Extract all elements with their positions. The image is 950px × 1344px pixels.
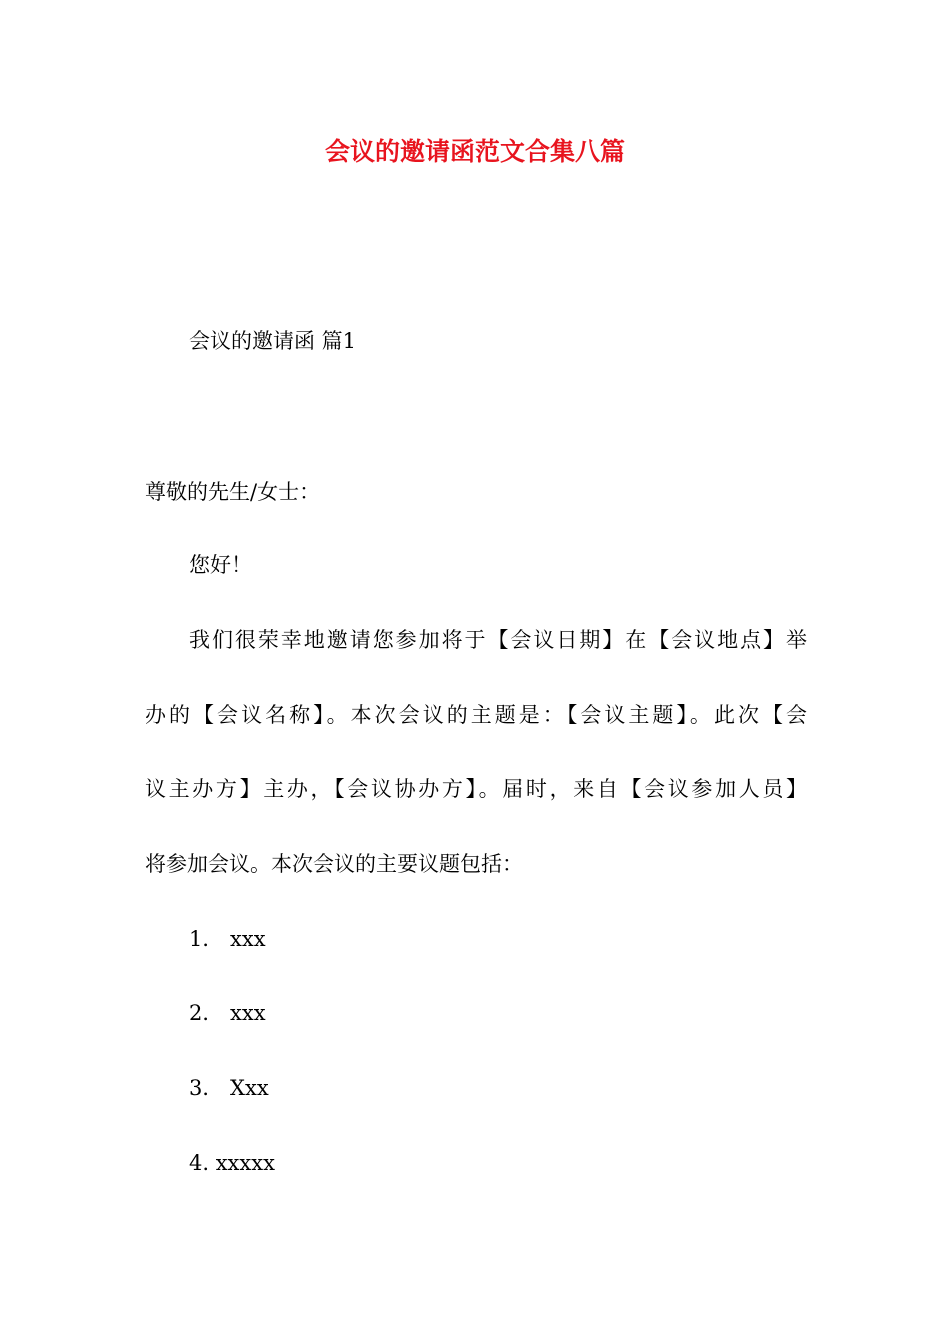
section-heading: 会议的邀请函 篇1 — [189, 329, 357, 353]
list-item: 1． xxx — [189, 927, 266, 951]
paragraph-line-3: 议主办方】主办，【会议协办方】。届时，来自【会议参加人员】 — [145, 777, 807, 801]
paragraph-line-2: 办的【会议名称】。本次会议的主题是：【会议主题】。此次【会 — [145, 703, 807, 727]
greeting: 您好！ — [189, 553, 252, 577]
paragraph-line-1: 我们很荣幸地邀请您参加将于【会议日期】在【会议地点】举 — [189, 628, 807, 652]
salutation: 尊敬的先生/女士： — [145, 480, 321, 504]
list-item: 2． xxx — [189, 1001, 266, 1025]
paragraph-line-4: 将参加会议。本次会议的主要议题包括： — [145, 852, 523, 876]
list-item: 4. xxxxx — [189, 1151, 275, 1175]
list-item: 3． Xxx — [189, 1076, 269, 1100]
document-title: 会议的邀请函范文合集八篇 — [324, 137, 625, 166]
